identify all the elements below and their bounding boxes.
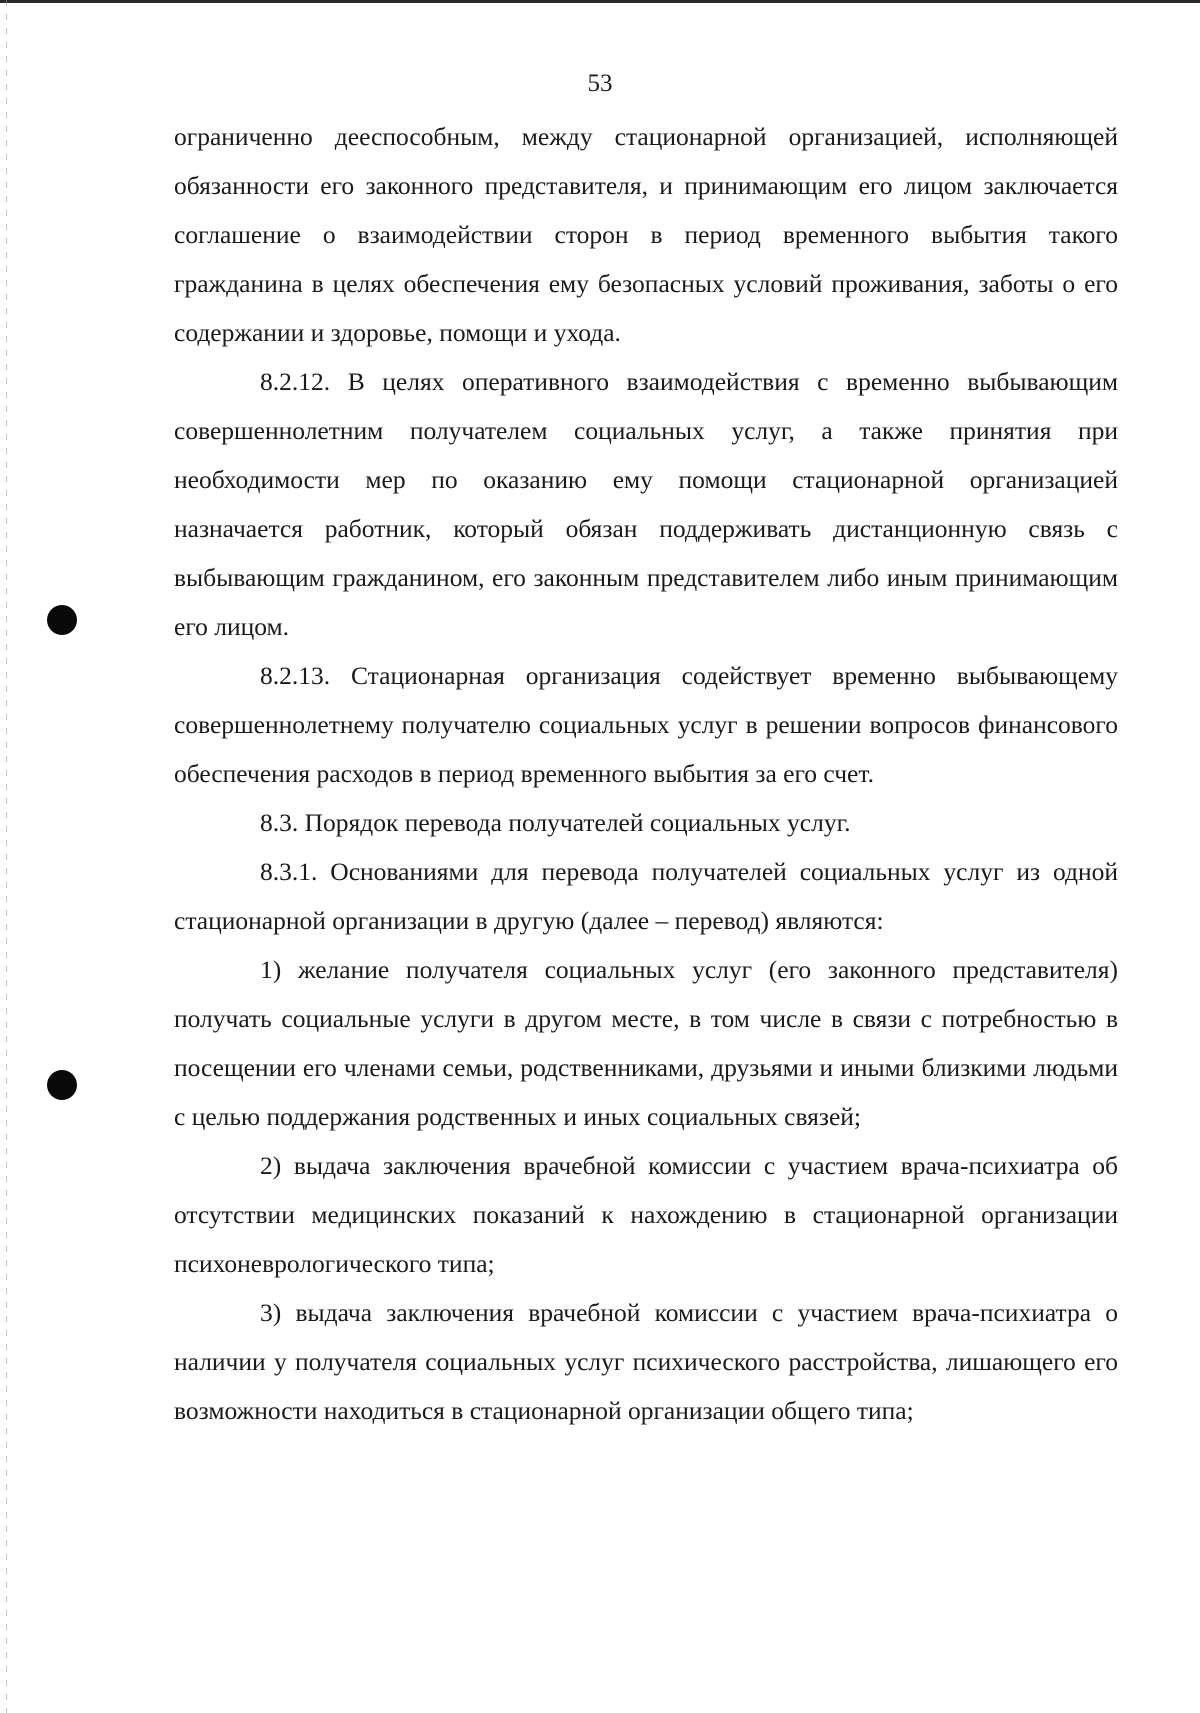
page-number: 53 [587, 70, 613, 97]
section-heading-8-3: 8.3. Порядок перевода получателей социальных услуг. [260, 808, 851, 837]
scan-left-edge [6, 0, 7, 1713]
scan-top-edge [0, 0, 1200, 3]
list-item-3: 3) выдача заключения врачебной комиссии с участием врача-психиатра о наличии у получателя социальных услуг психического расстройства, лишающего его возможности находиться в стационарной организации общего типа; [174, 1298, 1118, 1425]
list-item-1: 1) желание получателя социальных услуг (его законного представителя) получать социальные услуги в другом месте, в том числе в связи с потребностью в посещении его членами семьи, родственниками, друзьями и иными близкими людьми с целью поддержания родственных и иных социальных связей; [174, 955, 1118, 1131]
paragraph-8-2-12: 8.2.12. В целях оперативного взаимодействия с временно выбывающим совершеннолетним получателем социальных услуг, а также принятия при необходимости мер по оказанию ему помощи стационарной организацией назначается работник, который обязан поддерживать дистанционную связь с выбывающим гражданином, его законным представителем либо иным принимающим его лицом. [174, 367, 1118, 641]
list-item-2: 2) выдача заключения врачебной комиссии с участием врача-психиатра об отсутствии медицинских показаний к нахождению в стационарной организации психоневрологического типа; [174, 1151, 1118, 1278]
paragraph-8-2-13: 8.2.13. Стационарная организация содействует временно выбывающему совершеннолетнему получателю социальных услуг в решении вопросов финансового обеспечения расходов в период временного выбытия за его счет. [174, 661, 1118, 788]
punch-hole [47, 1070, 77, 1100]
punch-hole [47, 605, 77, 635]
document-body [174, 112, 1118, 1435]
paragraph-8-3-1: 8.3.1. Основаниями для перевода получателей социальных услуг из одной стационарной организации в другую (далее – перевод) являются: [174, 857, 1118, 935]
paragraph-continuation: ограниченно дееспособным, между стационарной организацией, исполняющей обязанности его законного представителя, и принимающим его лицом заключается соглашение о взаимодействии сторон в период временного выбытия такого гражданина в целях обеспечения ему безопасных условий проживания, заботы о его содержании и здоровье, помощи и ухода. [174, 122, 1118, 347]
